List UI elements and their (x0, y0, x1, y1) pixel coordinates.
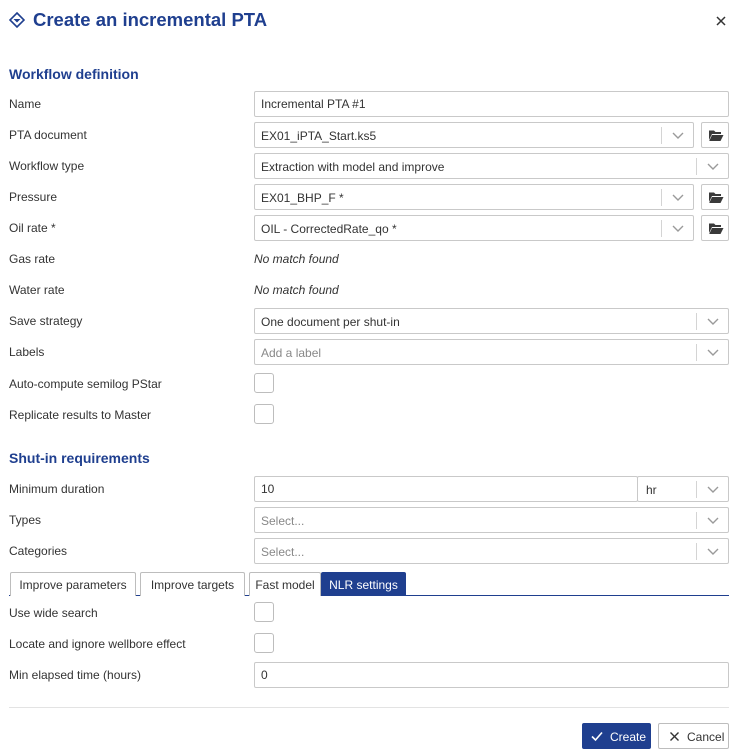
duration-unit-value: hr (646, 483, 657, 497)
pressure-select[interactable] (254, 184, 694, 210)
save-strategy-label: Save strategy (9, 314, 83, 328)
pta-document-label: PTA document (9, 128, 87, 142)
types-select[interactable] (254, 507, 729, 533)
chevron-down-icon[interactable] (671, 192, 685, 204)
labels-label: Labels (9, 345, 45, 359)
workflow-type-label: Workflow type (9, 159, 85, 173)
labels-select[interactable] (254, 339, 729, 365)
row-auto-compute (0, 372, 738, 398)
section-title-shutin: Shut-in requirements (9, 450, 150, 466)
pta-document-select[interactable] (254, 122, 694, 148)
locate-ignore-label: Locate and ignore wellbore effect (9, 637, 186, 651)
row-pressure (0, 184, 738, 210)
name-label: Name (9, 97, 42, 111)
select-separator (696, 481, 697, 498)
categories-label: Categories (9, 544, 68, 558)
row-pta-document (0, 122, 738, 148)
tab-fast-model[interactable]: Fast model (249, 572, 321, 596)
check-icon (591, 731, 603, 742)
min-elapsed-input[interactable] (254, 662, 729, 688)
row-replicate (0, 403, 738, 429)
select-separator (661, 189, 662, 206)
diamond-logo-icon (9, 12, 25, 28)
chevron-down-icon[interactable] (706, 484, 720, 496)
min-duration-input[interactable] (254, 476, 638, 502)
oil-rate-browse-button[interactable] (701, 215, 729, 241)
chevron-down-icon[interactable] (671, 223, 685, 235)
row-name (0, 91, 738, 117)
gas-rate-value: No match found (254, 252, 339, 266)
row-workflow-type (0, 153, 738, 179)
footer-divider (9, 707, 729, 708)
wide-search-checkbox[interactable] (254, 602, 274, 622)
categories-placeholder: Select... (261, 545, 305, 559)
pta-document-value: EX01_iPTA_Start.ks5 (261, 129, 377, 143)
pressure-browse-button[interactable] (701, 184, 729, 210)
oil-rate-label: Oil rate * (9, 221, 56, 235)
cancel-button-label: Cancel (687, 730, 725, 744)
row-oil-rate (0, 215, 738, 241)
chevron-down-icon[interactable] (706, 546, 720, 558)
auto-compute-checkbox[interactable] (254, 373, 274, 393)
row-gas-rate (0, 246, 738, 272)
row-labels (0, 339, 738, 365)
row-locate-ignore (0, 632, 738, 658)
dialog-header (0, 0, 738, 42)
pta-document-browse-button[interactable] (701, 122, 729, 148)
labels-placeholder: Add a label (261, 346, 322, 360)
folder-open-icon (708, 129, 724, 142)
locate-ignore-checkbox[interactable] (254, 633, 274, 653)
tab-improve-parameters[interactable]: Improve parameters (10, 572, 136, 596)
duration-unit-select[interactable] (637, 476, 729, 502)
pressure-value: EX01_BHP_F * (261, 191, 344, 205)
row-types (0, 507, 738, 533)
select-separator (696, 344, 697, 361)
chevron-down-icon[interactable] (706, 347, 720, 359)
auto-compute-label: Auto-compute semilog PStar (9, 377, 162, 391)
chevron-down-icon[interactable] (706, 515, 720, 527)
chevron-down-icon[interactable] (671, 130, 685, 142)
select-separator (696, 158, 697, 175)
tab-improve-targets[interactable]: Improve targets (140, 572, 245, 596)
cancel-button[interactable] (658, 723, 729, 749)
pressure-label: Pressure (9, 190, 58, 204)
categories-select[interactable] (254, 538, 729, 564)
close-icon (669, 731, 680, 742)
replicate-label: Replicate results to Master (9, 408, 152, 422)
water-rate-label: Water rate (9, 283, 65, 297)
min-duration-label: Minimum duration (9, 482, 105, 496)
create-button-label: Create (610, 730, 647, 744)
select-separator (696, 543, 697, 560)
gas-rate-label: Gas rate (9, 252, 56, 266)
save-strategy-select[interactable] (254, 308, 729, 334)
types-placeholder: Select... (261, 514, 305, 528)
row-water-rate (0, 277, 738, 303)
select-separator (696, 313, 697, 330)
row-categories (0, 538, 738, 564)
row-save-strategy (0, 308, 738, 334)
workflow-type-select[interactable] (254, 153, 729, 179)
row-min-elapsed (0, 662, 738, 688)
row-wide-search (0, 601, 738, 627)
create-button[interactable] (582, 723, 651, 749)
chevron-down-icon[interactable] (706, 161, 720, 173)
wide-search-label: Use wide search (9, 606, 98, 620)
min-elapsed-label: Min elapsed time (hours) (9, 668, 142, 682)
water-rate-value: No match found (254, 283, 339, 297)
select-separator (661, 220, 662, 237)
tab-nlr-settings[interactable]: NLR settings (321, 572, 406, 596)
types-label: Types (9, 513, 42, 527)
replicate-checkbox[interactable] (254, 404, 274, 424)
oil-rate-select[interactable] (254, 215, 694, 241)
folder-open-icon (708, 222, 724, 235)
oil-rate-value: OIL - CorrectedRate_qo * (261, 222, 397, 236)
workflow-type-value: Extraction with model and improve (261, 160, 445, 174)
save-strategy-value: One document per shut-in (261, 315, 400, 329)
chevron-down-icon[interactable] (706, 316, 720, 328)
select-separator (661, 127, 662, 144)
row-min-duration (0, 476, 738, 502)
section-title-workflow: Workflow definition (9, 66, 139, 82)
select-separator (696, 512, 697, 529)
close-icon[interactable] (712, 12, 730, 30)
name-input[interactable] (254, 91, 729, 117)
settings-tabs (9, 572, 729, 596)
folder-open-icon (708, 191, 724, 204)
dialog-title: Create an incremental PTA (33, 9, 268, 30)
